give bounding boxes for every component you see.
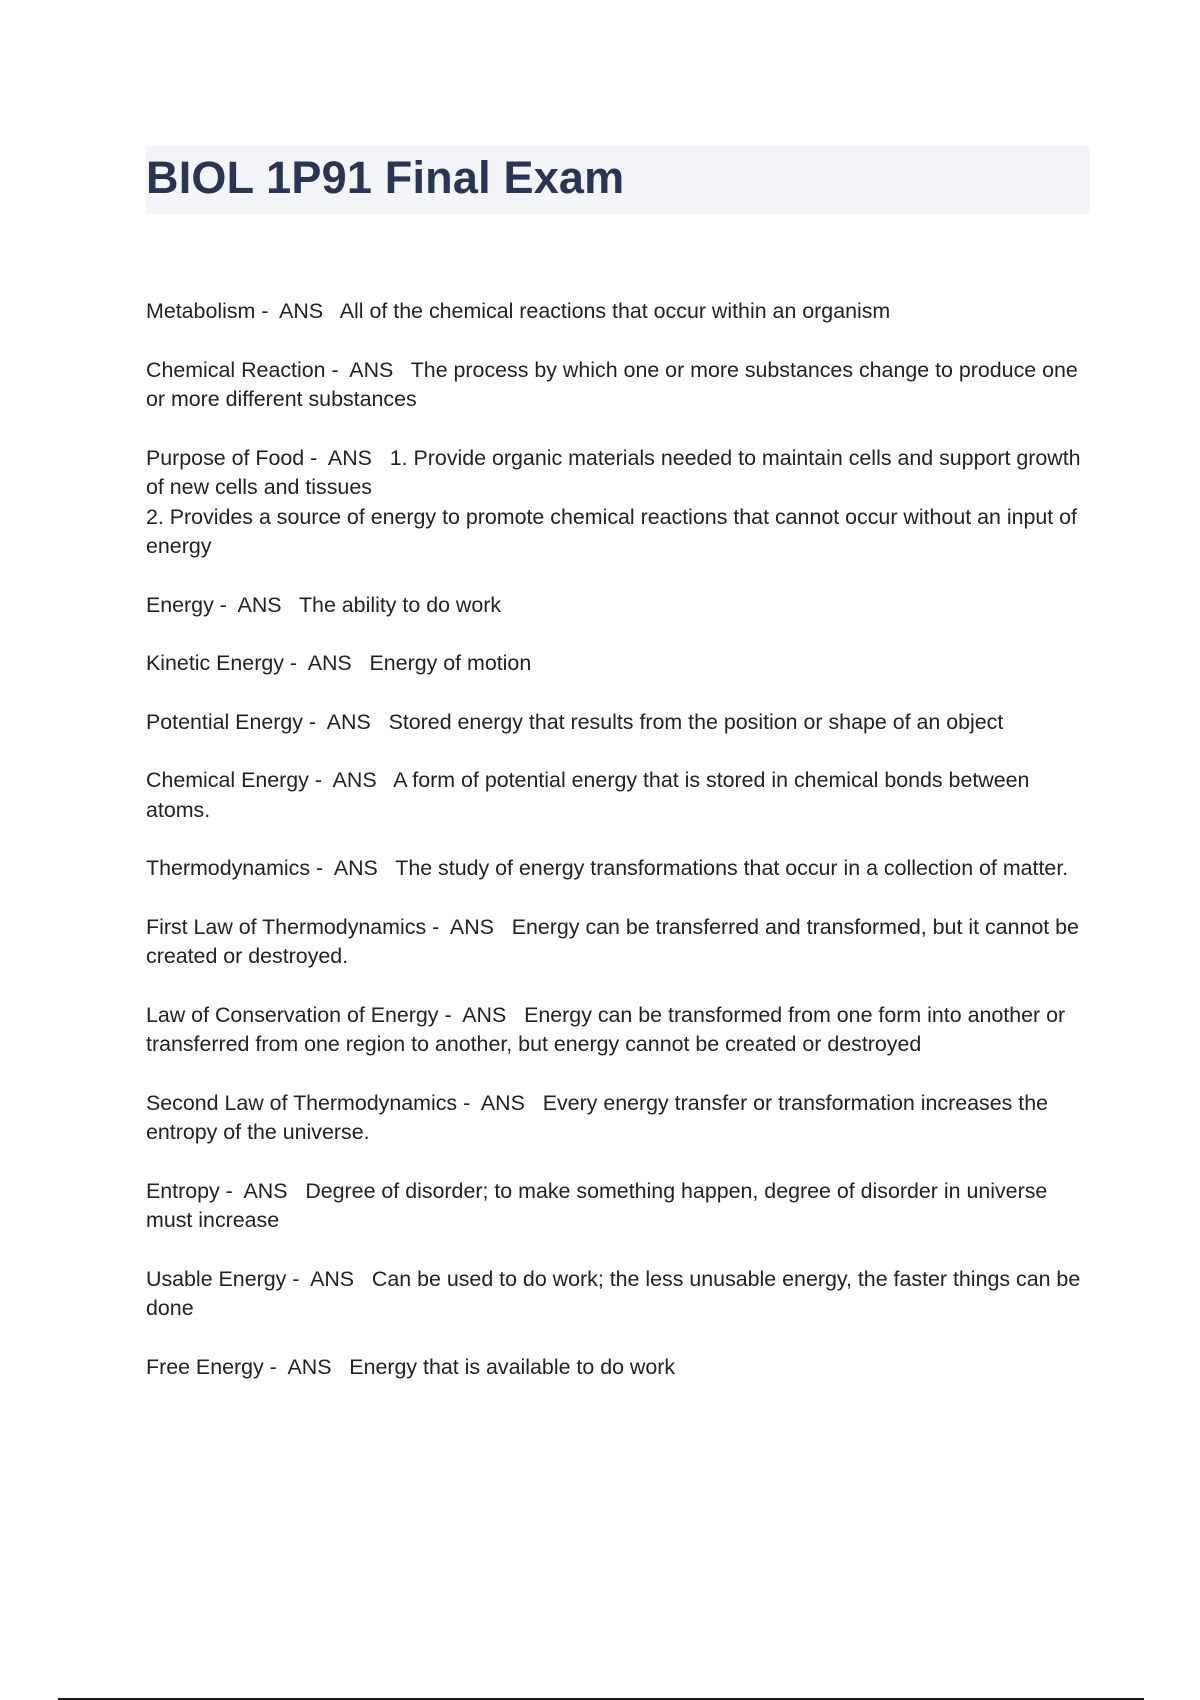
entry-definition: The study of energy transformations that occur in a collection of matter.: [395, 856, 1069, 880]
entry-definition: Energy can be transferred and transformed, but it cannot be created or destroyed.: [146, 914, 1085, 968]
flashcard-entry: [146, 1177, 1090, 1236]
title-banner: [146, 146, 1090, 214]
entry-definition: Energy can be transformed from one form into another or transferred from one region to another, but energy cannot be created or destroyed: [146, 1002, 1072, 1056]
entry-term: Metabolism: [146, 299, 256, 323]
entry-separator: - ANS: [304, 445, 390, 470]
entry-term: First Law of Thermodynamics: [146, 914, 427, 939]
entry-definition: Can be used to do work; the less unusable energy, the faster things can be done: [146, 1266, 1087, 1320]
entry-separator: - ANS: [438, 1002, 525, 1027]
flashcard-entry: [146, 854, 1090, 884]
flashcard-entry: [146, 649, 1090, 679]
flashcard-entry: [146, 766, 1090, 825]
entry-definition: Degree of disorder; to make something happen, degree of disorder in universe must increase: [146, 1178, 1054, 1232]
entry-term: Thermodynamics: [146, 856, 311, 880]
entry-term: Second Law of Thermodynamics: [146, 1090, 458, 1115]
entry-separator: - ANS: [302, 709, 389, 734]
entry-term: Purpose of Food: [146, 445, 305, 470]
page-title: BIOL 1P91 Final Exam: [146, 152, 625, 203]
flashcard-entry: [146, 1001, 1090, 1060]
flashcard-entry: [146, 1265, 1090, 1324]
entry-separator: - ANS: [325, 357, 411, 382]
entry-separator: - ANS: [308, 768, 394, 792]
entry-separator: - ANS: [255, 299, 340, 323]
flashcard-entry: [146, 708, 1090, 738]
entry-term: Usable Energy: [146, 1266, 287, 1291]
entry-definition: 1. Provide organic materials needed to maintain cells and support growth of new cells and tissues 2. Provides a source of energy to promote chemical reactions that cannot occur without an input of energy: [146, 445, 1081, 558]
entry-term: Entropy: [146, 1178, 220, 1203]
flashcard-entry: [146, 356, 1090, 415]
flashcard-entry: [146, 444, 1090, 562]
entry-definition: Energy of motion: [369, 651, 532, 675]
entry-separator: - ANS: [457, 1090, 543, 1115]
entry-definition: Every energy transfer or transformation increases the entropy of the universe.: [146, 1090, 1054, 1144]
entry-separator: - ANS: [213, 592, 299, 617]
entry-definition: The ability to do work: [298, 592, 502, 617]
entry-definition: Stored energy that results from the position or shape of an object: [388, 709, 1004, 734]
flashcard-entry: [146, 913, 1090, 972]
flashcard-list: [146, 297, 1090, 1411]
entry-term: Potential Energy: [146, 709, 303, 734]
entry-definition: All of the chemical reactions that occur within an organism: [339, 299, 891, 323]
entry-term: Free Energy: [146, 1354, 264, 1379]
entry-definition: Energy that is available to do work: [349, 1354, 676, 1379]
entry-separator: - ANS: [283, 651, 370, 675]
entry-term: Chemical Energy: [146, 768, 309, 792]
flashcard-entry: [146, 297, 1090, 327]
entry-definition: A form of potential energy that is stored in chemical bonds between atoms.: [146, 768, 1036, 822]
entry-term: Kinetic Energy: [146, 651, 284, 675]
flashcard-entry: [146, 591, 1090, 621]
entry-separator: - ANS: [286, 1266, 372, 1291]
entry-term: Chemical Reaction: [146, 357, 326, 382]
entry-separator: - ANS: [219, 1178, 306, 1203]
flashcard-entry: [146, 1089, 1090, 1148]
flashcard-entry: [146, 1353, 1090, 1383]
entry-term: Law of Conservation of Energy: [146, 1002, 439, 1027]
entry-term: Energy: [146, 592, 214, 617]
entry-definition: The process by which one or more substances change to produce one or more different substances: [146, 357, 1084, 411]
entry-separator: - ANS: [310, 856, 396, 880]
entry-separator: - ANS: [426, 914, 512, 939]
entry-separator: - ANS: [263, 1354, 350, 1379]
